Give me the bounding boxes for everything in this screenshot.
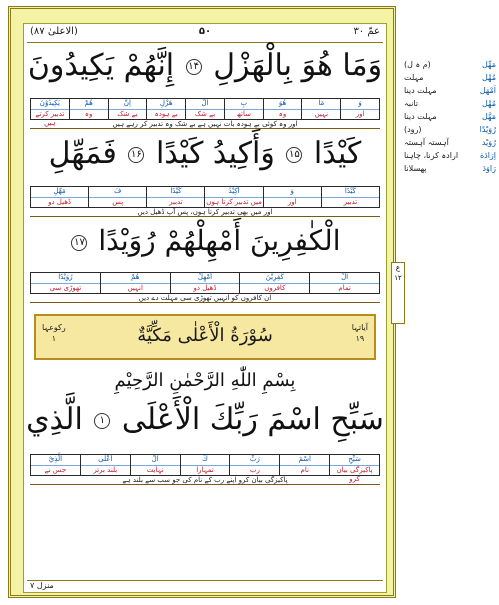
glossary-panel	[404, 58, 496, 175]
word-cell: كَيْدًا تدبیر	[146, 187, 204, 207]
arabic-text: فَمَهِّلِ	[48, 136, 117, 171]
word-cell: مَا نہیں	[301, 99, 340, 119]
quran-line-2	[24, 136, 386, 171]
word-cell: رَبِّ رب	[229, 455, 279, 475]
divider	[27, 580, 383, 581]
manzil-footer: منزل ۷	[30, 581, 54, 590]
word-cell: يَكِيدُوْنَ تدبیر کرتے ہیں	[31, 99, 69, 119]
word-cell: الْ بے شک	[185, 99, 224, 119]
glossary-row: رُوَيْدًا (رود)	[404, 125, 496, 134]
word-cell: كَيْدًا تدبیر	[321, 187, 379, 207]
ruku-count: رکوعہا ۱	[42, 323, 66, 343]
word-cell: كَ تمہارا	[180, 455, 230, 475]
ayah-marker: ۱	[94, 413, 110, 429]
word-table-2	[30, 186, 380, 208]
word-cell: هُمْ انہیں	[100, 273, 170, 293]
surah-title: سُوْرَةُ الْأَعْلٰى مَكِّيَّةٌ	[137, 325, 273, 346]
bismillah: بِسْمِ اللّٰهِ الرَّحْمٰنِ الرَّحِيْمِ	[114, 370, 296, 391]
ruku-side-marker: ع ۱۲	[391, 262, 405, 324]
word-cell: اَمْهِلْ ڈھیل دو	[170, 273, 240, 293]
word-table-3	[30, 272, 380, 294]
word-cell: وَ اور	[340, 99, 379, 119]
quran-line-1	[24, 48, 386, 83]
word-cell: رُوَيْدًا تھوڑی سی	[31, 273, 100, 293]
glossary-row: رَاوَدَ پھسلانا	[404, 164, 496, 173]
word-cell: مَهِّلِ ڈھیل دو	[31, 187, 88, 207]
header-left: (الاعلیٰ ۸۷)	[30, 26, 78, 37]
word-cell: فَ پس	[88, 187, 146, 207]
arabic-text: الْكٰفِرِينَ أَمْهِلْهُمْ رُوَيْدًا	[98, 224, 341, 257]
arabic-text: إِنَّهُمْ يَكِيدُونَ	[27, 48, 175, 83]
surah-banner	[34, 314, 376, 360]
word-cell: اَكِيْدُ میں تدبیر کرتا ہوں	[206, 187, 262, 206]
page-header	[24, 26, 386, 42]
word-cell: الَّذِيْ جس نے	[31, 455, 80, 475]
word-cell: هَزْلِ بے ہودہ	[146, 99, 185, 119]
word-cell: هُوَ وہ	[263, 99, 302, 119]
translation-3: ان کافروں کو انہیں تھوڑی سی مہلت دے دیں	[30, 294, 380, 303]
page-number: ۵۰	[198, 26, 212, 37]
ayat-count: آیاتہا ۱۹	[351, 323, 368, 343]
glossary-row: اِرَادَة ارادہ کرنا، چاہنا	[404, 151, 496, 160]
word-cell: هُمْ وہ	[69, 99, 108, 119]
ayah-marker: ۱۶	[128, 147, 144, 163]
arabic-text: كَيْدًا	[313, 136, 362, 171]
translation-1: اور وہ کوئی بے ہودہ بات نہیں ہے بے شک وہ تدبیر کر رہے ہیں	[30, 120, 380, 129]
quran-line-3	[24, 224, 386, 257]
word-cell: اسْمَ نام	[279, 455, 329, 475]
glossary-row: مُهْل مہلت	[404, 73, 496, 82]
glossary-row: رُوَيْد آہستہ آہستہ	[404, 138, 496, 147]
page-frame	[8, 6, 396, 598]
glossary-row: اَمْهَل مہلت دینا	[404, 86, 496, 95]
ayah-marker: ۱۴	[186, 59, 202, 75]
word-cell: اَعْلٰى بلند برتر	[80, 455, 130, 475]
word-cell: كٰفِرِيْنَ کافروں	[239, 273, 309, 293]
word-cell: اِنَّ بے شک	[108, 99, 147, 119]
ayah-marker: ۱۵	[286, 147, 302, 163]
page-content	[23, 23, 387, 593]
word-cell: الْ نہایت	[130, 455, 180, 475]
glossary-row: مَهَّل مہلت دینا	[404, 112, 496, 121]
quran-line-4	[24, 402, 386, 437]
translation-4: پاکیزگی بیان کرو اپنے رب کے نام کی جو سب سے بلند ہے	[30, 476, 380, 485]
word-cell: سَبِّحِ پاکیزگی بیان کرو	[329, 455, 379, 475]
glossary-row: مُهْل تانبہ	[404, 99, 496, 108]
glossary-row: مَهِّل (م ہ ل)	[404, 60, 496, 69]
word-cell: بِ ساتھ	[224, 99, 263, 119]
word-cell: وَ اور	[263, 187, 321, 207]
ayah-marker: ۱۷	[71, 235, 87, 251]
header-right: عمّ ۳۰	[353, 26, 380, 37]
arabic-text: وَمَا هُوَ بِالْهَزْلِ	[213, 48, 383, 83]
arabic-text: سَبِّحِ اسْمَ رَبِّكَ الْأَعْلَى	[121, 402, 384, 437]
arabic-text: وَأَكِيدُ كَيْدًا	[155, 136, 275, 171]
arabic-text: الَّذِي	[26, 402, 83, 437]
translation-2: اور میں بھی تدبیر کرتا ہوں، پس آپ ڈھیل دیں	[30, 208, 380, 217]
divider	[27, 42, 383, 43]
word-cell: الْ تمام	[309, 273, 379, 293]
